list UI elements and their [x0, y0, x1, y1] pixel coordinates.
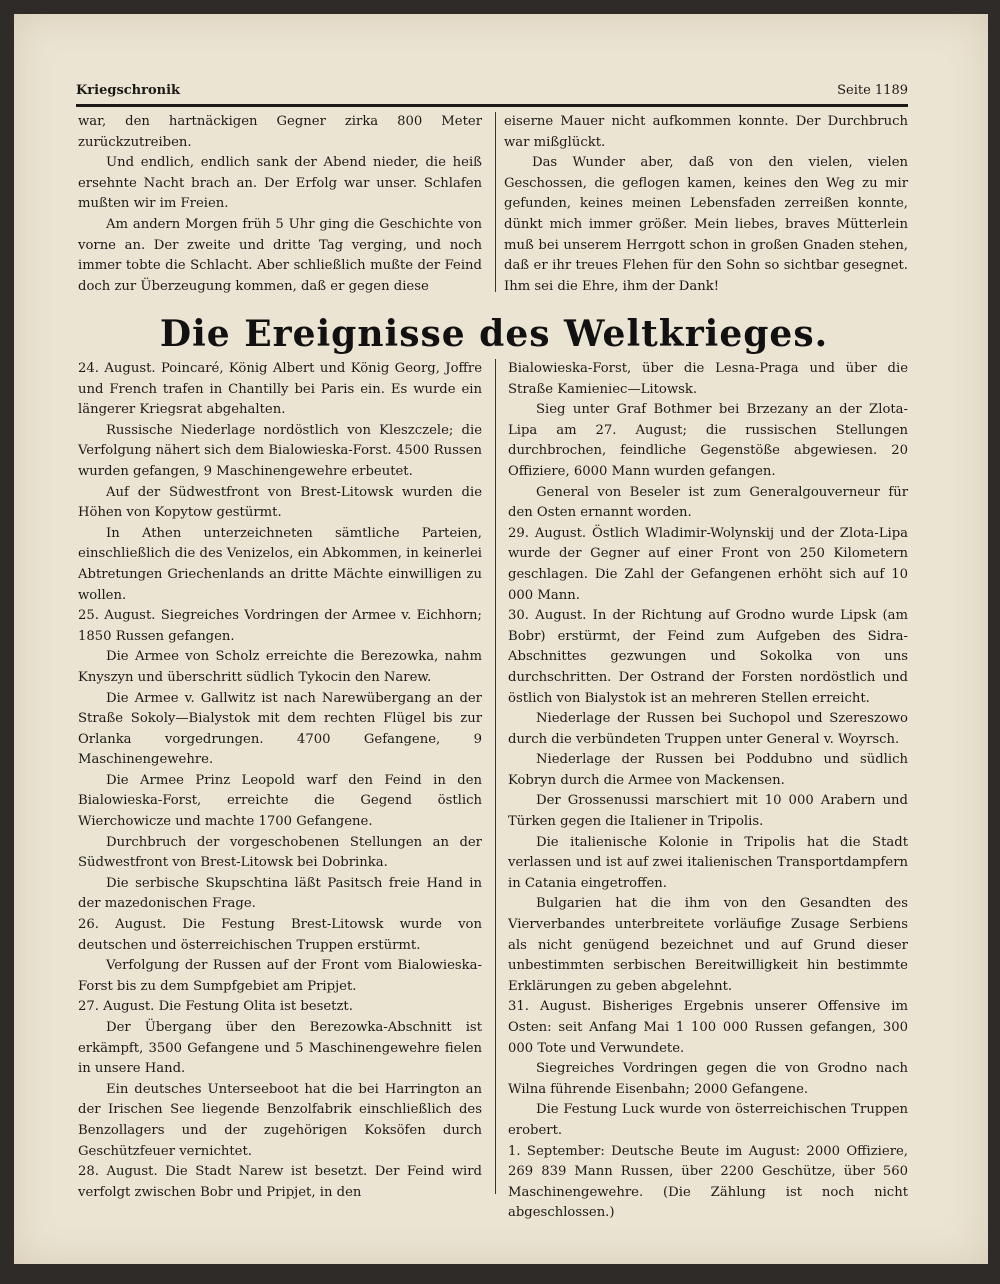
event-entry: Die Armee v. Gallwitz ist nach Narewübergang an der Straße Sokoly—Bialystok mit dem rechten Flügel bis zur Orlanka vorgedrungen. 4700 Gefangene, 9 Maschinengewehre.	[78, 690, 482, 768]
section-headline: Die Ereignisse des Weltkrieges.	[159, 313, 829, 355]
newspaper-page	[14, 14, 988, 1264]
event-entry: 27. August. Die Festung Olita ist besetzt.	[78, 999, 353, 1015]
event-entry: 24. August. Poincaré, König Albert und König Georg, Joffre und French trafen in Chantilly bei Paris ein. Es wurde ein längerer Kriegsrat abgehalten.	[78, 361, 482, 418]
event-entry: Sieg unter Graf Bothmer bei Brzezany an der Zlota-Lipa am 27. August; die russischen Stellungen durchbrochen, feindliche Gegenstöße abgewiesen. 20 Offiziere, 6000 Mann wurden gefangen.	[508, 402, 908, 479]
intro-column-right	[504, 112, 908, 302]
event-entry: Niederlage der Russen bei Poddubno und südlich Kobryn durch die Armee von Mackensen.	[508, 752, 908, 788]
column-divider	[495, 359, 496, 1194]
page-header	[76, 74, 908, 107]
event-entry: General von Beseler ist zum Generalgouverneur für den Osten ernannt worden.	[508, 484, 908, 521]
events-column-right	[508, 359, 908, 1221]
event-entry: Der Grossenussi marschiert mit 10 000 Arabern und Türken gegen die Italiener in Tripolis.	[508, 793, 908, 830]
event-entry: Bulgarien hat die ihm von den Gesandten des Vierverbandes unterbreitete vorläufige Zusage Serbiens als nicht genügend bezeichnet und auf Grund dieser unbestimmten serbischen Bereitwilligkeit hin bestimmte Erklärungen zu geben abgelehnt.	[508, 896, 908, 994]
event-entry: Die Armee Prinz Leopold warf den Feind in den Bialowieska-Forst, erreichte die Gegend östlich Wierchowicze und machte 1700 Gefangene.	[78, 772, 482, 830]
event-entry: Bialowieska-Forst, über die Lesna-Praga und über die Straße Kamieniec—Litowsk.	[508, 361, 908, 397]
event-entry: 30. August. In der Richtung auf Grodno wurde Lipsk (am Bobr) erstürmt, der Feind zum Aufgeben des Sidra-Abschnittes gezwungen und Sokolka von uns durchschritten. Der Ostrand der Forsten nordöstlich und östlich von Bialystok ist an mehreren Stellen erreicht.	[508, 608, 908, 706]
paragraph: Das Wunder aber, daß von den vielen, vielen Geschossen, die geflogen kamen, keines den Weg zu mir gefunden, keines meinen Lebensfaden zerreißen konnte, dünkt mich immer größer. Mein liebes, braves Mütterlein muß bei unserem Herrgott schon in großen Gnaden stehen, daß er ihr treues Flehen für den Sohn so sichtbar gesegnet. Ihm sei die Ehre, ihm der Dank!	[504, 155, 908, 294]
event-entry: Ein deutsches Unterseeboot hat die bei Harrington an der Irischen See liegende Benzolfabrik einschließlich des Benzollagers und der zugehörigen Koksöfen durch Geschützfeuer vernichtet.	[78, 1081, 482, 1159]
event-entry: Russische Niederlage nordöstlich von Kleszczele; die Verfolgung nähert sich dem Bialowieska-Forst. 4500 Russen wurden gefangen, 9 Maschinengewehre erbeutet.	[78, 422, 482, 479]
paragraph: Und endlich, endlich sank der Abend nieder, die heiß ersehnte Nacht brach an. Der Erfolg war unser. Schlafen mußten wir im Freien.	[78, 155, 482, 212]
event-entry: Durchbruch der vorgeschobenen Stellungen an der Südwestfront von Brest-Litowsk bei Dobrinka.	[78, 834, 482, 871]
event-entry: 1. September: Deutsche Beute im August: 2000 Offiziere, 269 839 Mann Russen, über 2200 Geschütze, über 560 Maschinengewehre. (Die Zählung ist noch nicht abgeschlossen.)	[508, 1143, 908, 1221]
publication-title: Kriegschronik	[76, 83, 181, 98]
event-entry: 25. August. Siegreiches Vordringen der Armee v. Eichhorn; 1850 Russen gefangen.	[78, 608, 482, 644]
event-entry: Verfolgung der Russen auf der Front vom Bialowieska-Forst bis zu dem Sumpfgebiet am Pripjet.	[78, 958, 482, 994]
events-column-left	[78, 359, 482, 1199]
page-number: Seite 1189	[837, 83, 908, 98]
event-entry: Die Festung Luck wurde von österreichischen Truppen erobert.	[508, 1102, 908, 1138]
event-entry: 29. August. Östlich Wladimir-Wolynskij und der Zlota-Lipa wurde der Gegner auf einer Front von 250 Kilometern geschlagen. Die Zahl der Gefangenen erhöht sich auf 10 000 Mann.	[508, 525, 908, 603]
event-entry: 28. August. Die Stadt Narew ist besetzt. Der Feind wird verfolgt zwischen Bobr und Pripjet, in den	[78, 1164, 482, 1200]
event-entry: In Athen unterzeichneten sämtliche Parteien, einschließlich die des Venizelos, ein Abkommen, in keinerlei Abtretungen Griechenlands an dritte Mächte einwilligen zu wollen.	[78, 525, 482, 603]
event-entry: Der Übergang über den Berezowka-Abschnitt ist erkämpft, 3500 Gefangene und 5 Maschinengewehre fielen in unsere Hand.	[78, 1020, 482, 1077]
event-entry: 31. August. Bisheriges Ergebnis unserer Offensive im Osten: seit Anfang Mai 1 100 000 Russen gefangen, 300 000 Tote und Verwundete.	[508, 999, 908, 1056]
intro-column-left	[78, 112, 482, 302]
paragraph: eiserne Mauer nicht aufkommen konnte. Der Durchbruch war mißglückt.	[504, 114, 908, 150]
paragraph: war, den hartnäckigen Gegner zirka 800 Meter zurückzutreiben.	[78, 114, 482, 150]
event-entry: Die serbische Skupschtina läßt Pasitsch freie Hand in der mazedonischen Frage.	[78, 875, 482, 912]
column-divider	[495, 112, 496, 292]
event-entry: Die Armee von Scholz erreichte die Berezowka, nahm Knyszyn und überschritt südlich Tykocin den Narew.	[78, 649, 482, 685]
event-entry: Auf der Südwestfront von Brest-Litowsk wurden die Höhen von Kopytow gestürmt.	[78, 484, 482, 521]
paragraph: Am andern Morgen früh 5 Uhr ging die Geschichte von vorne an. Der zweite und dritte Tag verging, und noch immer tobte die Schlacht. Aber schließlich mußte der Feind doch zur Überzeugung kommen, daß er gegen diese	[78, 216, 482, 294]
event-entry: Siegreiches Vordringen gegen die von Grodno nach Wilna führende Eisenbahn; 2000 Gefangene.	[508, 1061, 908, 1097]
event-entry: Niederlage der Russen bei Suchopol und Szereszowo durch die verbündeten Truppen unter General v. Woyrsch.	[508, 711, 908, 747]
event-entry: Die italienische Kolonie in Tripolis hat die Stadt verlassen und ist auf zwei italienischen Transportdampfern in Catania eingetroffen.	[508, 834, 908, 891]
event-entry: 26. August. Die Festung Brest-Litowsk wurde von deutschen und österreichischen Truppen erstürmt.	[78, 917, 482, 953]
